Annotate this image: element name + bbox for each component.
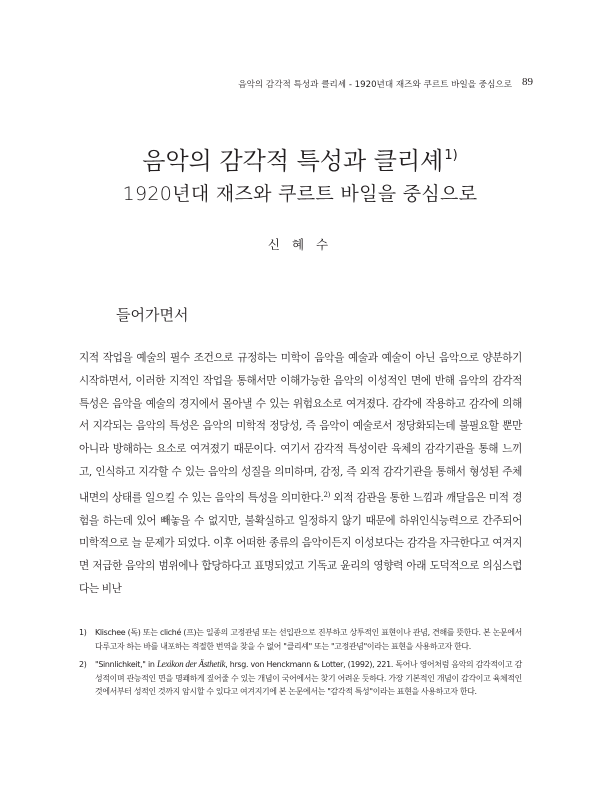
article-title-text: 음악의 감각적 특성과 클리셰 — [142, 147, 444, 175]
paragraph-text-part-2: 외적 감관을 통한 느낌과 깨달음은 미적 경험을 하는데 있어 빼놓을 수 없지만, 불확실하고 일정하지 않기 때문에 하위인식능력으로 간주되어 미학적으로 늘 문제가 되었다. 이후 어떠한 종류의 음악이든지 이성보다는 감각을 자극한다고 여겨지면 저급한 음악의 범위에나 합당하다고 표명되었고 기독교 윤리의 영향력 아래 도덕적으로 의심스럽다는 비난 — [79, 491, 522, 595]
body-footnote-ref[interactable]: 2) — [323, 490, 330, 499]
running-header-title: 음악의 감각적 특성과 클리셰 - 1920년대 재즈와 쿠르트 바일을 중심으로 — [238, 80, 512, 90]
footnote-text-part-1: "Sinnlichkeit," in — [95, 660, 157, 670]
article-subtitle: 1920년대 재즈와 쿠르트 바일을 중심으로 — [122, 183, 478, 205]
cited-work-title: Lexikon der Ästhetik — [156, 659, 226, 670]
author-name: 신 혜 수 — [267, 237, 333, 252]
section-heading: 들어가면서 — [116, 306, 189, 324]
page-number: 89 — [522, 76, 533, 88]
footnotes — [79, 626, 522, 704]
paragraph-text-part-1: 지적 작업을 예술의 필수 조건으로 규정하는 미학이 음악을 예술과 예술이 아닌 음악으로 양분하기 시작하면서, 이러한 지적인 작업을 통해서만 이해가능한 음악의 이성적인 면에 반해 음악의 감각적 특성은 음악을 예술의 경지에서 몰아낼 수 있는 위험요소로 여겨졌다. 감각에 작용하고 감각에 의해서 지각되는 음악의 특성은 음악의 미학적 정당성, 즉 음악이 예술로서 정당화되는데 불필요할 뿐만 아니라 방해하는 요소로 여겨졌기 때문이다. 여기서 감각적 특성이란 육체의 감각기관을 통해 느끼고, 인식하고 지각할 수 있는 음악의 성질을 의미하며, 감정, 즉 외적 감각기관을 통해서 형성된 주체 내면의 상태를 일으킬 수 있는 음악의 특성을 의미한다. — [79, 352, 522, 504]
body-paragraph — [79, 347, 522, 601]
paragraph — [79, 347, 522, 601]
footnote-text: Klischee (독) 또는 cliché (프)는 일종의 고정관념 또는 선입관으로 진부하고 상투적인 표현이나 관념, 견해를 뜻한다. 본 논문에서 다루고자 하는 바를 내포하는 적절한 번역을 찾을 수 없어 "클리셰" 또는 "고정관념"이라는 표현을 사용하고자 한다. — [95, 628, 522, 651]
article-title — [0, 141, 600, 176]
footnote-2 — [79, 658, 522, 699]
footnote-text — [95, 658, 522, 699]
footnote-text-part-2: , hrsg. von Henckmann & Lotter, (1992), 221. 독어나 영어처럼 음악의 감각적이고 감성적이며 관능적인 면을 명쾌하게 짚어줄 수 있는 개념이 국어에서는 찾기 어려운 듯하다. 가장 기본적인 개념이 감각이고 육체적인 것에서부터 성적인 것까지 암시할 수 있다고 여겨지기에 본 논문에서는 "감각적 특성"이라는 표현을 사용하고자 한다. — [95, 660, 522, 697]
footnote-1 — [79, 626, 522, 653]
footnote-marker: 1) — [79, 628, 87, 637]
title-footnote-ref[interactable]: 1) — [444, 148, 458, 163]
footnote-marker: 2) — [79, 660, 87, 670]
